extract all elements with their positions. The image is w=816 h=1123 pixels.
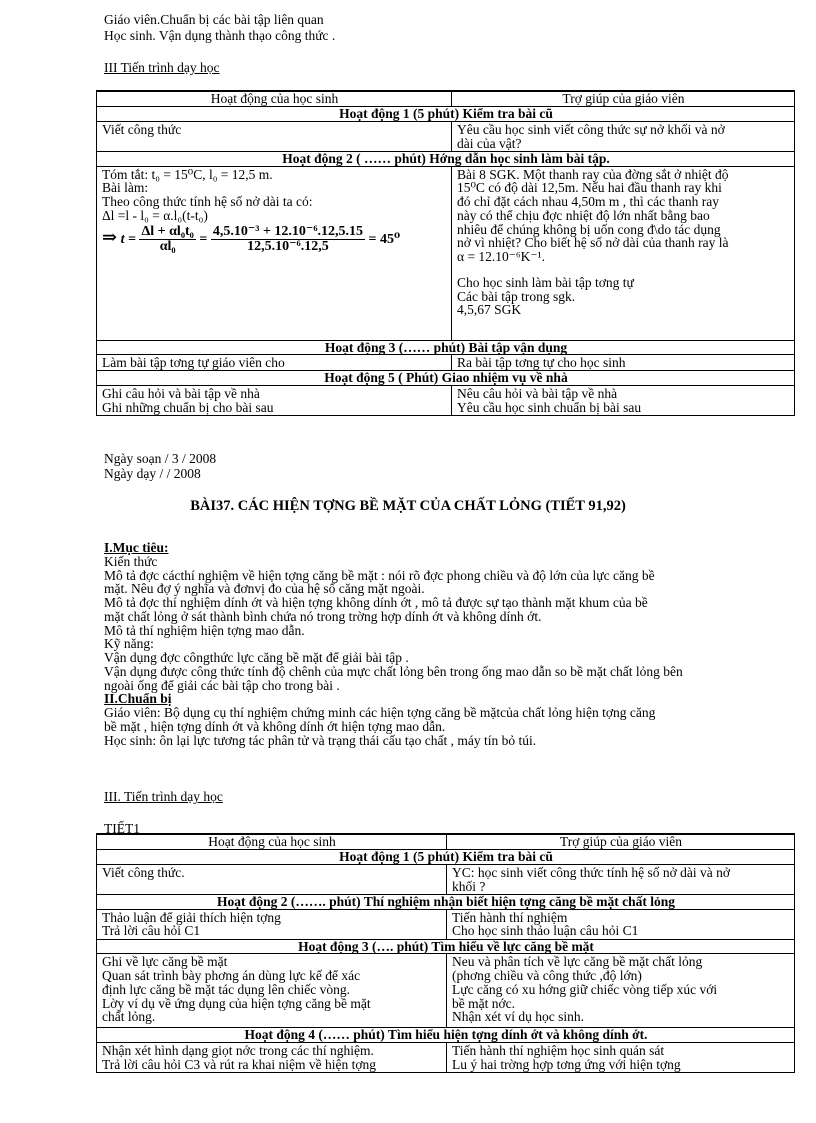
teacher-cell: Tiến hành thí nghiệm Cho học sinh thảo luận câu hỏi C1 <box>447 909 795 939</box>
teacher-cell: Nêu câu hỏi và bài tập về nhà Yêu cầu học sinh chuẩn bị bài sau <box>452 385 795 415</box>
student-cell: Làm bài tập tơng tự giáo viên cho <box>97 355 452 371</box>
student-cell: Thảo luận để giải thích hiện tợng Trả lời câu hỏi C1 <box>97 909 447 939</box>
teacher-cell: Neu và phân tích về lực căng bề mặt chất lỏng (phơng chiều và công thức ,độ lớn) Lực căng có xu hớng giữ chiếc vòng tiếp xúc với bề mặt nớc. Nhận xét ví dụ học sinh. <box>447 954 795 1028</box>
student-cell: Ghi câu hỏi và bài tập về nhà Ghi những chuẩn bị cho bài sau <box>97 385 452 415</box>
activity-5-header: Hoạt động 5 ( Phút) Giao nhiệm vụ về nhà <box>97 371 795 386</box>
text-line: Kiến thức <box>104 553 158 569</box>
student-cell: Viết công thức. <box>97 864 447 894</box>
student-cell: Ghi về lực căng bề mặt Quan sát trình bày phơng án dùng lực kế để xác định lực căng bề mặt tác dụng lên chiếc vòng. Lờy ví dụ về ứng dụng của hiện tợng căng bề mặt chất lỏng. <box>97 954 447 1028</box>
student-cell: Viết công thức <box>97 121 452 151</box>
section-heading: III. Tiến trình dạy học <box>104 789 223 804</box>
text-line: mặt. Nêu đợ ý nghĩa và đơnvị đo của hệ số căng mặt ngoài. <box>104 581 425 597</box>
activity-2-header: Hoạt động 2 (……. phút) Thí nghiệm nhận biết hiện tợng căng bề mặt chất lỏng <box>97 894 795 909</box>
activity-3-header: Hoạt động 3 (…… phút) Bài tập vận dụng <box>97 340 795 355</box>
text-line: bề mặt , hiện tợng dính ớt và không dính ớt hiện tợng mao dẫn. <box>104 718 446 734</box>
prep-student-line: Học sinh. Vận dụng thành thạo công thức . <box>104 28 336 43</box>
activity-4-header: Hoạt động 4 (…… phút) Tìm hiểu hiện tợng dính ớt và không dính ớt. <box>97 1028 795 1043</box>
objectives-heading: I.Mục tiêu: <box>104 540 169 555</box>
date-taught: Ngày dạy / / 2008 <box>104 466 201 481</box>
date-prepared: Ngày soạn / 3 / 2008 <box>104 451 217 466</box>
text-line: ngoài ống để giải các bài tập cho trong bài . <box>104 677 340 693</box>
text-line: Học sinh: ôn lại lực tương tác phân tử và trạng thái cấu tạo chất , máy tín bỏ túi. <box>104 732 537 748</box>
lesson-plan-table-1 <box>96 90 795 416</box>
prep-heading: II.Chuẩn bị <box>104 691 172 707</box>
activity-3-header: Hoạt động 3 (…. phút) Tìm hiểu về lực căng bề mặt <box>97 939 795 954</box>
text-line: Kỹ năng: <box>104 636 154 652</box>
prep-teacher-line: Giáo viên.Chuẩn bị các bài tập liên quan <box>104 12 324 27</box>
objectives-section <box>104 541 794 747</box>
text-line: Vận dụng đợc côngthức lực căng bề mặt để giải bài tập . <box>104 650 409 666</box>
column-header-teacher: Trợ giúp của giáo viên <box>447 834 795 850</box>
activity-1-header: Hoạt động 1 (5 phút) Kiểm tra bài cũ <box>97 850 795 865</box>
teacher-cell: Yêu cầu học sinh viết công thức sự nở khối và nở dài của vật? <box>452 121 795 151</box>
period-label: TIẾT1 <box>104 821 140 836</box>
student-cell: Nhận xét hình dạng giọt nớc trong các thí nghiệm. Trả lời câu hỏi C3 và rút ra khai niệm về hiện tợng <box>97 1043 447 1073</box>
formula: ⇒ t = $\frac{\text{Δl + αl₀t₀}}{\text{αl₀}}$ = $\frac{\text{4,5.10⁻³ + 12.10⁻⁶.12,5.15}}{\text{12,5.10⁻⁶.12,5}}$ = 45⁰ <box>102 223 401 254</box>
solution-cell: Tóm tắt: t₀ = 15⁰C, l₀ = 12,5 m. Bài làm: Theo công thức tính hệ số nở dài ta có: Δl =l - l₀ = α.l₀(t-t₀) ⇒ t = $\frac{\text{Δl + αl₀t₀}}{\text{αl₀}}$ = $\frac{\text{4,5.10⁻³ + 12.10⁻⁶.12,5.15}}{\text{12,5.10⁻⁶.12,5}}$ = 45⁰ <box>97 166 452 340</box>
column-header-teacher: Trợ giúp của giáo viên <box>452 91 795 107</box>
teacher-cell: Tiến hành thí nghiệm học sinh quán sát Lu ý hai trờng hợp tơng ứng với hiện tợng <box>447 1043 795 1073</box>
activity-2-header: Hoạt động 2 ( …… phút) Hớng dẫn học sinh làm bài tập. <box>97 151 795 166</box>
text-line: Mô tả thí nghiệm hiện tợng mao dẫn. <box>104 622 305 638</box>
lesson-plan-table-2 <box>96 833 795 1073</box>
section-heading: III Tiến trình dạy học <box>104 60 220 75</box>
text-line: Vận dụng được công thức tính độ chênh của mực chất lỏng bên trong ống mao dẫn so bề mặt chất lỏng bên <box>104 663 683 679</box>
column-header-student: Hoạt động của học sinh <box>97 91 452 107</box>
exercise-cell: Bài 8 SGK. Một thanh ray của đờng sắt ở nhiệt độ 15⁰C có độ dài 12,5m. Nếu hai đầu thanh ray khi đó chỉ đặt cách nhau 4,50m m , thì các thanh ray này có thể chịu đợc nhiệt độ lớn nhất bằng bao nhiêu để chúng không bị uốn cong đ\do tác dụng nở vì nhiệt? Cho biết hệ số nở dài của thanh ray là α = 12.10⁻⁶K⁻¹. Cho học sinh làm bài tập tơng tự Các bài tập trong sgk. 4,5,67 SGK <box>452 166 795 340</box>
text-line: mặt chất lỏng ở sát thành bình chứa nó trong trờng hợp dính ớt và không dính ớt. <box>104 608 542 624</box>
column-header-student: Hoạt động của học sinh <box>97 834 447 850</box>
teacher-cell: Ra bài tập tơng tự cho học sinh <box>452 355 795 371</box>
text-line: Mô tả đợc thí nghiệm dính ớt và hiện tợng không dính ớt , mô tả được sự tạo thành mặt khum của bề <box>104 595 648 611</box>
lesson-title: BÀI37. CÁC HIỆN TỢNG BỀ MẶT CỦA CHẤT LỎNG (TIẾT 91,92) <box>190 498 626 514</box>
activity-1-header: Hoạt động 1 (5 phút) Kiểm tra bài cũ <box>97 107 795 122</box>
text-line: Mô tả đợc cácthí nghiệm về hiện tợng căng bề mặt : nói rõ đợc phong chiều và độ lớn của lực căng bề <box>104 567 655 583</box>
teacher-cell: YC: học sinh viết công thức tính hệ số nở dài và nở khối ? <box>447 864 795 894</box>
text-line: Giáo viên: Bộ dụng cụ thí nghiệm chứng minh các hiện tợng căng bề mặtcủa chất lỏng hiện tợng căng <box>104 705 656 721</box>
